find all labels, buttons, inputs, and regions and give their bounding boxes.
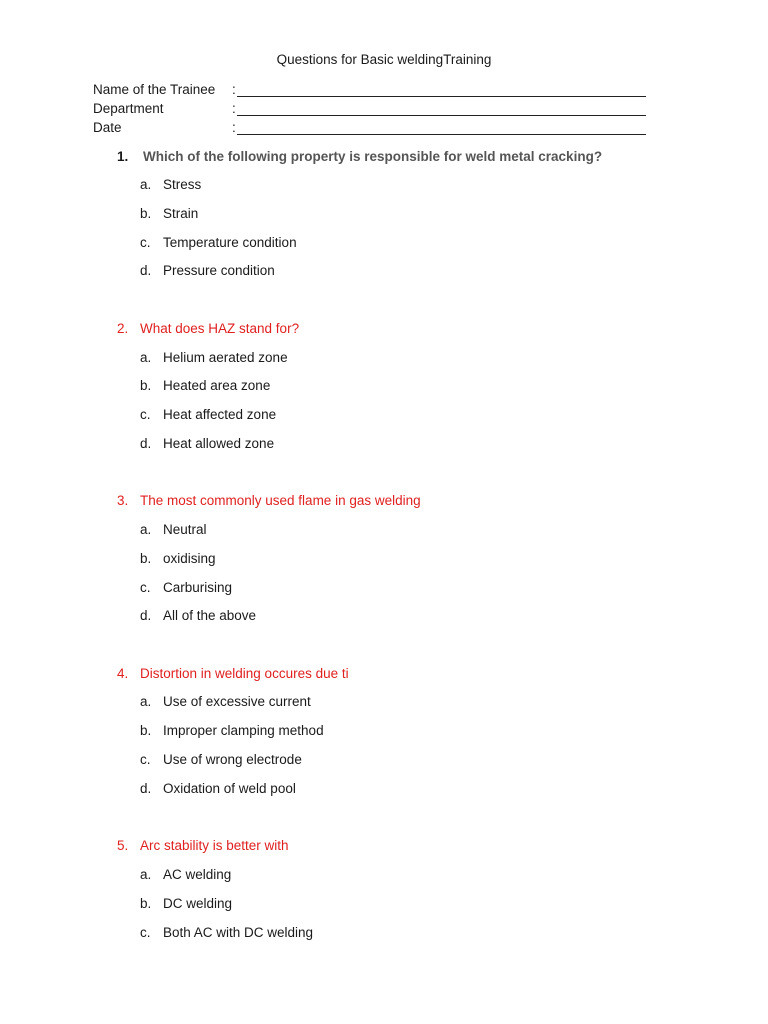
- question-text: Distortion in welding occures due ti: [140, 666, 349, 681]
- option-letter: d.: [140, 781, 152, 796]
- field-colon: :: [232, 120, 236, 135]
- question-number: 3.: [117, 493, 129, 508]
- option-letter: a.: [140, 350, 152, 365]
- option-letter: d.: [140, 263, 152, 278]
- option-letter: b.: [140, 896, 152, 911]
- blank-line: [237, 134, 646, 135]
- option-text: Heat allowed zone: [163, 436, 275, 451]
- option-text: Improper clamping method: [163, 723, 324, 738]
- option-text: Helium aerated zone: [163, 350, 288, 365]
- field-colon: :: [232, 82, 236, 97]
- option-text: Temperature condition: [163, 235, 297, 250]
- option-letter: b.: [140, 723, 152, 738]
- option-letter: c.: [140, 407, 151, 422]
- option-text: AC welding: [163, 867, 232, 882]
- option-letter: a.: [140, 694, 152, 709]
- option-letter: a.: [140, 867, 152, 882]
- option-text: Oxidation of weld pool: [163, 781, 296, 796]
- option-letter: d.: [140, 608, 152, 623]
- option-text: Heated area zone: [163, 378, 271, 393]
- page-title: Questions for Basic weldingTraining: [276, 52, 492, 67]
- question-text: What does HAZ stand for?: [140, 321, 300, 336]
- field-label: Name of the Trainee: [93, 82, 216, 97]
- question-text: Which of the following property is responsible for weld metal cracking?: [143, 149, 603, 164]
- option-letter: b.: [140, 551, 152, 566]
- question-number: 2.: [117, 321, 129, 336]
- option-text: Carburising: [163, 580, 233, 595]
- question-number: 1.: [117, 149, 129, 164]
- option-text: Strain: [163, 206, 199, 221]
- option-text: Use of wrong electrode: [163, 752, 302, 767]
- option-text: Use of excessive current: [163, 694, 311, 709]
- blank-line: [237, 96, 646, 97]
- question-number: 5.: [117, 838, 129, 853]
- option-letter: a.: [140, 177, 152, 192]
- blank-line: [237, 115, 646, 116]
- option-text: Pressure condition: [163, 263, 275, 278]
- option-text: Neutral: [163, 522, 207, 537]
- question-text: Arc stability is better with: [140, 838, 289, 853]
- option-text: Both AC with DC welding: [163, 925, 314, 940]
- field-colon: :: [232, 101, 236, 116]
- question-number: 4.: [117, 666, 129, 681]
- option-text: All of the above: [163, 608, 257, 623]
- option-letter: c.: [140, 925, 151, 940]
- option-letter: b.: [140, 206, 152, 221]
- option-letter: b.: [140, 378, 152, 393]
- option-text: DC welding: [163, 896, 233, 911]
- option-text: oxidising: [163, 551, 216, 566]
- option-letter: c.: [140, 752, 151, 767]
- field-label: Date: [93, 120, 122, 135]
- field-label: Department: [93, 101, 164, 116]
- option-text: Stress: [163, 177, 202, 192]
- option-text: Heat affected zone: [163, 407, 277, 422]
- option-letter: a.: [140, 522, 152, 537]
- option-letter: c.: [140, 235, 151, 250]
- option-letter: d.: [140, 436, 152, 451]
- option-letter: c.: [140, 580, 151, 595]
- question-text: The most commonly used flame in gas welding: [140, 493, 421, 508]
